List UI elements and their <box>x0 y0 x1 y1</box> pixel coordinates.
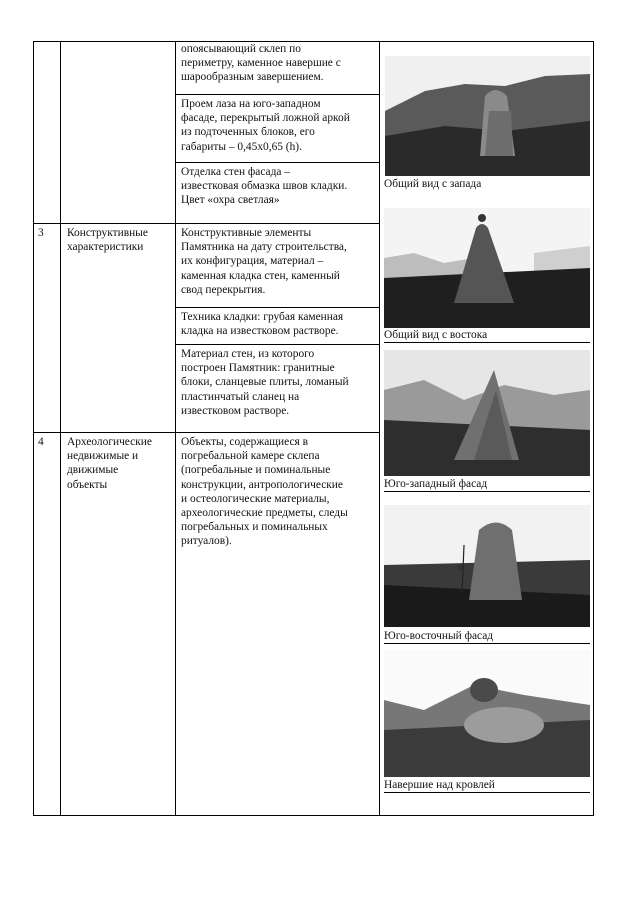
photo-caption: Юго-западный фасад <box>384 478 488 490</box>
photo-view-east <box>384 208 590 328</box>
table-left-border <box>33 41 34 816</box>
caption-underline <box>384 792 590 793</box>
caption-underline <box>384 342 590 343</box>
description-text: Объекты, содержащиеся в погребальной камере склепа (погребальные и поминальные конструкции, антропологические и остеологические материалы, археологические предметы, следы погребальных и поминальных ритуалов). <box>181 436 348 548</box>
description-text: Материал стен, из которого построен Памятник: гранитные блоки, сланцевые плиты, ломаный пластинчатый сланец на известковом растворе. <box>181 348 349 417</box>
description-text: Проем лаза на юго-западном фасаде, перекрытый ложной аркой из подточенных блоков, его габариты – 0,45х0,65 (h). <box>181 98 350 153</box>
subrow-separator <box>175 307 380 308</box>
row-separator-4 <box>33 432 380 433</box>
photo-caption: Юго-восточный фасад <box>384 630 494 642</box>
description-text: опоясывающий склеп по периметру, каменное навершие с шарообразным завершением. <box>181 43 341 84</box>
row-number: 4 <box>38 436 44 448</box>
photo-southwest-facade <box>384 350 590 476</box>
table-right-border <box>593 41 594 816</box>
column-divider-1 <box>60 41 61 816</box>
column-divider-3 <box>379 41 380 816</box>
column-divider-2 <box>175 41 176 816</box>
description-text: Техника кладки: грубая каменная кладка на известковом растворе. <box>181 311 344 338</box>
subrow-separator <box>175 162 380 163</box>
description-text: Конструктивные элементы Памятника на дату строительства, их конфигурация, материал – каменная кладка стен, каменный свод перекрытия. <box>181 227 347 296</box>
caption-underline <box>384 643 590 644</box>
photo-southeast-facade <box>384 505 590 627</box>
photo-caption: Общий вид с запада <box>384 178 482 190</box>
subrow-separator <box>175 344 380 345</box>
row-name: Конструктивные характеристики <box>67 227 148 254</box>
photo-caption: Общий вид с востока <box>384 329 488 341</box>
photo-caption: Навершие над кровлей <box>384 779 495 791</box>
row-name: Археологические недвижимые и движимые объекты <box>67 436 152 491</box>
row-separator-3 <box>33 223 380 224</box>
table-bottom-border <box>33 815 594 816</box>
photo-roof-finial <box>384 650 590 777</box>
photo-view-west <box>385 56 590 176</box>
description-text: Отделка стен фасада – известковая обмазка швов кладки. Цвет «охра светлая» <box>181 166 348 207</box>
row-number: 3 <box>38 227 44 239</box>
caption-underline <box>384 491 590 492</box>
subrow-separator <box>175 94 380 95</box>
